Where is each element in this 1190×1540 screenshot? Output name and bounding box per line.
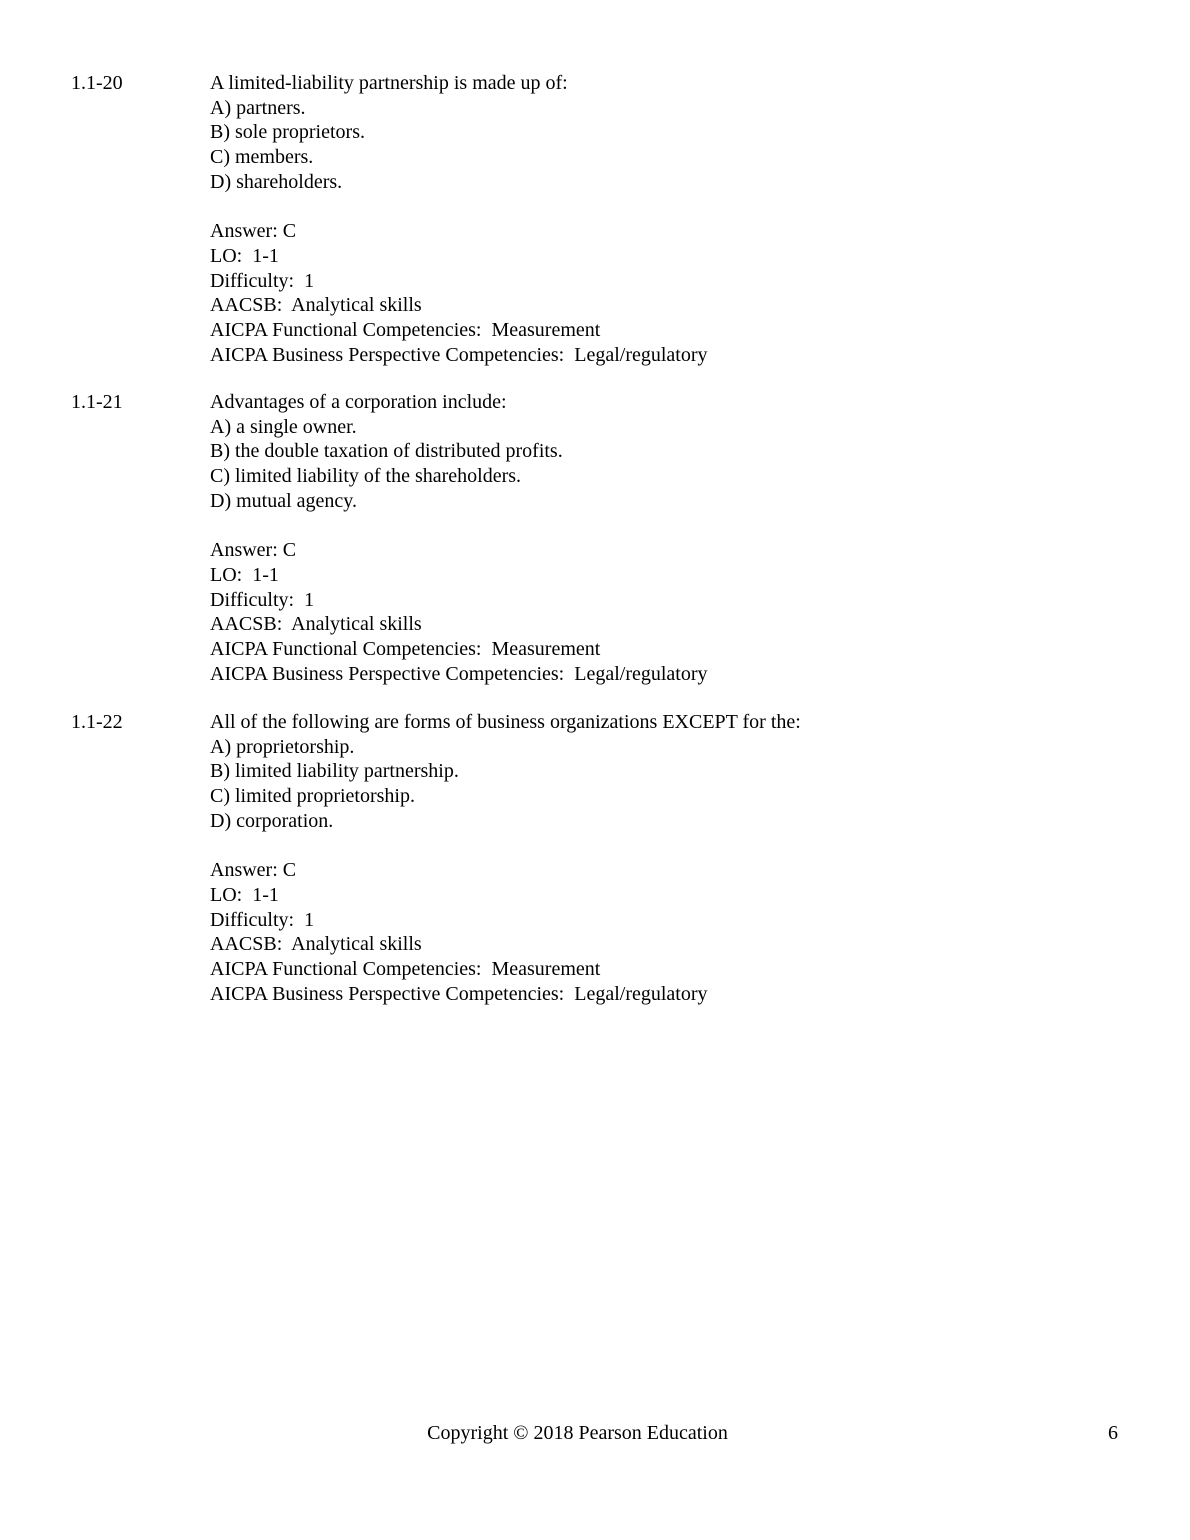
question-body — [210, 390, 1150, 686]
aicpa-functional-line: AICPA Functional Competencies: Measurement — [210, 957, 601, 980]
option-b: B) the double taxation of distributed profits. — [210, 440, 563, 463]
option-b: B) sole proprietors. — [210, 121, 365, 144]
question-stem: Advantages of a corporation include: — [210, 391, 507, 413]
difficulty-line: Difficulty: 1 — [210, 269, 315, 292]
aacsb-line: AACSB: Analytical skills — [210, 933, 422, 956]
option-c: C) limited liability of the shareholders. — [210, 465, 522, 488]
aacsb-line: AACSB: Analytical skills — [210, 613, 422, 636]
question-number: 1.1-22 — [71, 711, 123, 733]
spacer — [210, 513, 1150, 538]
option-d: D) mutual agency. — [210, 489, 357, 512]
option-c: C) members. — [210, 146, 314, 169]
question-number: 1.1-20 — [71, 72, 123, 94]
page-number: 6 — [1108, 1422, 1118, 1444]
option-d: D) shareholders. — [210, 170, 343, 193]
aicpa-business-line: AICPA Business Perspective Competencies: Legal/regulatory — [210, 343, 708, 366]
option-a: A) proprietorship. — [210, 735, 355, 758]
spacer — [210, 833, 1150, 858]
aacsb-line: AACSB: Analytical skills — [210, 294, 422, 317]
option-a: A) a single owner. — [210, 415, 357, 438]
difficulty-line: Difficulty: 1 — [210, 908, 315, 931]
question-body — [210, 710, 1150, 1006]
aicpa-functional-line: AICPA Functional Competencies: Measurement — [210, 318, 601, 341]
lo-line: LO: 1-1 — [210, 244, 279, 267]
question-body — [210, 71, 1150, 367]
lo-line: LO: 1-1 — [210, 563, 279, 586]
answer-line: Answer: C — [210, 539, 297, 562]
aicpa-functional-line: AICPA Functional Competencies: Measurement — [210, 637, 601, 660]
footer-copyright: Copyright © 2018 Pearson Education — [427, 1422, 728, 1444]
spacer — [210, 194, 1150, 219]
aicpa-business-line: AICPA Business Perspective Competencies: Legal/regulatory — [210, 982, 708, 1005]
option-c: C) limited proprietorship. — [210, 785, 415, 808]
answer-line: Answer: C — [210, 220, 297, 243]
difficulty-line: Difficulty: 1 — [210, 588, 315, 611]
answer-line: Answer: C — [210, 859, 297, 882]
option-b: B) limited liability partnership. — [210, 760, 459, 783]
lo-line: LO: 1-1 — [210, 883, 279, 906]
question-stem: All of the following are forms of business organizations EXCEPT for the: — [210, 711, 801, 733]
option-d: D) corporation. — [210, 809, 334, 832]
aicpa-business-line: AICPA Business Perspective Competencies: Legal/regulatory — [210, 662, 708, 685]
question-number: 1.1-21 — [71, 391, 123, 413]
option-a: A) partners. — [210, 96, 306, 119]
question-stem: A limited-liability partnership is made up of: — [210, 72, 568, 94]
